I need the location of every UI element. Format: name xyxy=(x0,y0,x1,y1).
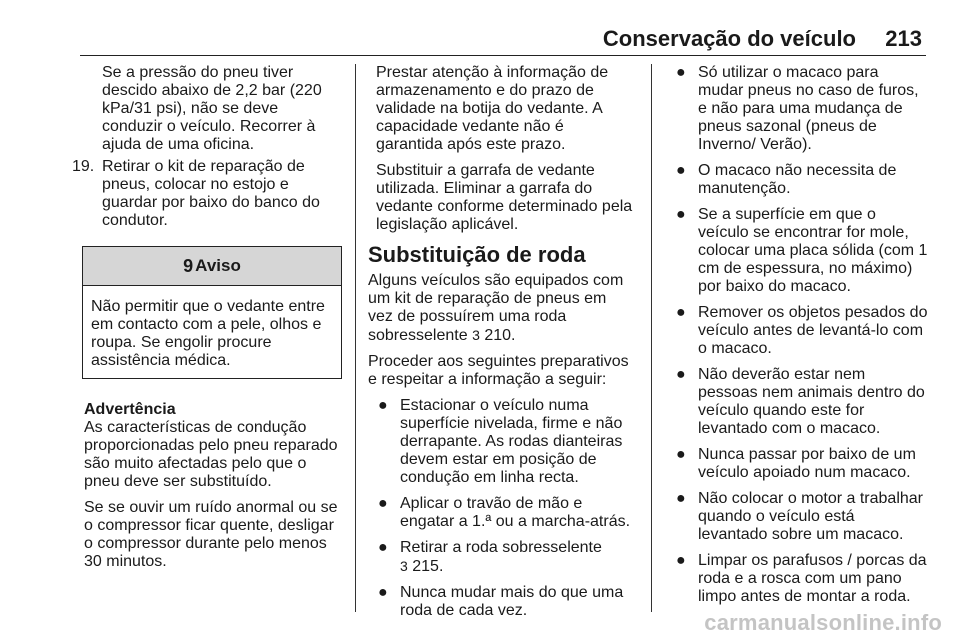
bullet-icon: ● xyxy=(676,552,686,569)
list-item-text: Limpar os parafusos / porcas da roda e a rosca com um pano limpo antes de montar a roda. xyxy=(698,552,927,605)
list-item xyxy=(668,162,928,198)
warning-header xyxy=(83,247,341,286)
page-number: 213 xyxy=(885,26,922,51)
bullet-icon: ● xyxy=(378,495,388,512)
list-item-text: Se a superfície em que o veículo se encontrar for mole, colocar uma placa sólida (com 1 cm de espessura, no máximo) por baixo do macaco. xyxy=(698,206,928,295)
list-item xyxy=(668,490,928,544)
header-rule xyxy=(80,55,926,56)
list-item-text: Remover os objetos pesados do veículo antes de levantá-lo com o macaco. xyxy=(698,304,928,357)
advertencia-block xyxy=(84,401,342,571)
page-header xyxy=(0,0,960,58)
list-item-text: Nunca mudar mais do que uma roda de cada vez. xyxy=(400,584,624,619)
column-divider xyxy=(355,64,356,612)
continued-paragraph: Se a pressão do pneu tiver descido abaixo de 2,2 bar (220 kPa/31 psi), não se deve conduzir o veículo. Recorrer à ajuda de uma oficina. xyxy=(102,64,322,153)
step-text: Retirar o kit de reparação de pneus, colocar no estojo e guardar por baixo do banco do condutor. xyxy=(102,158,320,229)
bullet-icon: ● xyxy=(676,446,686,463)
list-item-text: Não deverão estar nem pessoas nem animais dentro do veículo quando este for levantado com o macaco. xyxy=(698,366,925,437)
column-left xyxy=(66,64,342,612)
warning-triangle-icon: 9 xyxy=(183,256,194,276)
bullet-icon: ● xyxy=(378,397,388,414)
page-title: Conservação do veículo xyxy=(602,26,856,51)
list-item xyxy=(668,304,928,358)
column-middle xyxy=(368,64,634,619)
list-item-text: Aplicar o travão de mão e engatar a 1.ª ou a marcha-atrás. xyxy=(400,495,631,530)
bullet-icon: ● xyxy=(676,490,686,507)
list-item-text: Estacionar o veículo numa superfície nivelada, firme e não derrapante. As rodas dianteiras devem estar em posição de condução em linha recta. xyxy=(400,397,623,486)
page-reference: 215. xyxy=(412,558,444,575)
warning-title: Aviso xyxy=(195,256,241,275)
page-reference: 210. xyxy=(484,327,516,344)
bullet-icon: ● xyxy=(676,64,686,81)
storage-paragraph: Prestar atenção à informação de armazenamento e do prazo de validade na botija do vedante. A capacidade vedante não é garantida após este prazo. xyxy=(376,64,609,153)
list-item-text: Só utilizar o macaco para mudar pneus no caso de furos, e não para uma mudança de pneus sazonal (pneus de Inverno/ Verão). xyxy=(698,64,919,153)
list-item xyxy=(668,206,928,296)
advertencia-text: As características de condução proporcionadas pelo pneu reparado são muito afectadas pelo que o pneu deve ser substituído. xyxy=(84,419,338,490)
bullet-icon: ● xyxy=(378,539,388,556)
section-heading: Substituição de roda xyxy=(368,242,586,267)
list-item xyxy=(668,64,928,154)
step-number: 19. xyxy=(72,158,95,175)
list-item-text: Não colocar o motor a trabalhar quando o veículo está levantado sobre um macaco. xyxy=(698,490,923,543)
bullet-icon: ● xyxy=(676,366,686,383)
list-item-text: Nunca passar por baixo de um veículo apoiado num macaco. xyxy=(698,446,916,481)
list-item xyxy=(370,495,634,531)
noise-paragraph: Se se ouvir um ruído anormal ou se o compressor ficar quente, desligar o compressor durante pelo menos 30 minutos. xyxy=(84,499,338,570)
list-item xyxy=(668,446,928,482)
list-item xyxy=(668,366,928,438)
warning-body: Não permitir que o vedante entre em contacto com a pele, olhos e roupa. Se engolir procure assistência médica. xyxy=(91,298,325,369)
column-right xyxy=(668,64,928,612)
page-reference-icon: 3 xyxy=(400,558,408,574)
bullet-icon: ● xyxy=(676,162,686,179)
storage-notes xyxy=(368,64,634,234)
list-item-text: O macaco não necessita de manutenção. xyxy=(698,162,897,197)
bullet-icon: ● xyxy=(378,584,388,601)
numbered-step-19 xyxy=(66,158,342,230)
bullet-icon: ● xyxy=(676,206,686,223)
intro-paragraph xyxy=(368,272,634,345)
disposal-paragraph: Substituir a garrafa de vedante utilizada. Eliminar a garrafa do vedante conforme determinado pela legislação aplicável. xyxy=(376,162,633,233)
list-item xyxy=(370,584,634,620)
column-divider xyxy=(651,64,652,612)
proceed-paragraph: Proceder aos seguintes preparativos e respeitar a informação a seguir: xyxy=(368,353,629,388)
bullet-icon: ● xyxy=(676,304,686,321)
list-item-text: Retirar a roda sobresselente xyxy=(400,539,602,556)
page-reference-icon: 3 xyxy=(472,327,480,343)
watermark: carmanualsonline.info xyxy=(704,610,942,635)
intro-text: Alguns veículos são equipados com um kit de reparação de pneus em vez de possuírem uma roda sobresselente xyxy=(368,272,624,344)
advertencia-heading: Advertência xyxy=(84,401,176,418)
list-item xyxy=(370,397,634,487)
list-item xyxy=(370,539,634,576)
list-item xyxy=(668,552,928,606)
warning-box xyxy=(82,246,342,379)
